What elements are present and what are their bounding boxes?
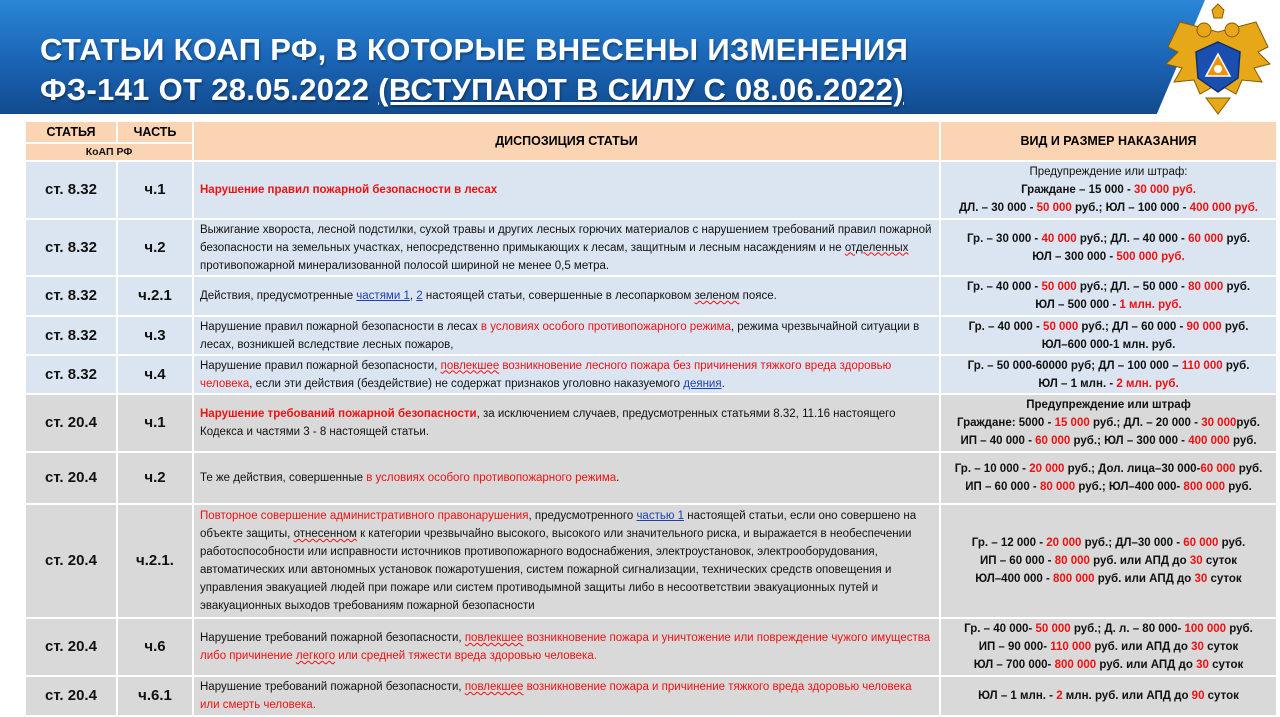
text-segment: отделенных — [844, 241, 909, 254]
penalty-amount-new: 50 000 — [1043, 320, 1079, 333]
article-reference-link[interactable]: деяния — [683, 377, 722, 390]
text-segment: настоящей статьи, если оно совершено на объекте защиты, — [200, 510, 917, 540]
penalty-line — [947, 570, 1270, 588]
text-segment: к категории чрезвычайно высокого, высокого или значительного риска, и выражается в необеспечении работоспособности или исправности источников противопожарного водоснабжения, электроустановок, электрооборудования, автоматических или автономных установок пожаротушения, систем пожарной сигнализации, технических средств оповещения и управления эвакуацией людей при пожаре или систем противодымной защиты либо в несоответствии эвакуационных путей и эвакуационных выходов требованиям пожарной безопасности — [200, 528, 912, 612]
penalty-text: руб.; ЮЛ–400 000- — [1075, 481, 1184, 493]
penalty-amount-new: 30 — [1189, 555, 1203, 567]
penalty-text: руб. — [1225, 481, 1252, 493]
penalty-amount-new: 90 — [1191, 690, 1205, 702]
penalty-amount-new: 50 000 — [1035, 623, 1071, 635]
penalty-cell — [941, 505, 1276, 617]
penalty-text: Гр. – 10 000 - — [954, 463, 1030, 475]
penalty-amount-new: 60 000 — [1200, 463, 1236, 475]
penalty-line — [947, 248, 1270, 266]
penalty-text: суток — [1203, 641, 1239, 653]
penalty-text: суток — [1208, 659, 1244, 671]
article-cell: ст. 8.32 — [26, 162, 116, 218]
penalty-line — [947, 460, 1270, 478]
part-cell: ч.1 — [118, 162, 192, 218]
part-cell: ч.6.1 — [118, 677, 192, 715]
text-segment: настоящей статьи, совершенные в лесопарковом — [422, 290, 695, 302]
text-segment: в условиях особого противопожарного режима — [366, 472, 617, 484]
penalty-cell — [941, 220, 1276, 275]
text-segment: возникновение пожара и причинение тяжкого вреда здоровью человека или смерть человека. — [200, 681, 912, 711]
penalty-amount-new: 80 000 — [1188, 281, 1224, 293]
table-row — [26, 619, 1276, 675]
table-row — [26, 277, 1276, 315]
penalty-text: Гр. – 50 000-60000 руб; ДЛ – 100 000 – — [967, 359, 1182, 372]
text-segment: возникновение пожара и уничтожение или повреждение чужого имущества либо причинение — [200, 632, 931, 662]
penalty-amount-new: 2 млн. руб. — [1116, 377, 1179, 390]
text-segment: повлекшее — [464, 681, 524, 693]
penalty-text: руб. — [1223, 232, 1251, 245]
penalty-text: ДЛ. – 30 000 - — [958, 202, 1037, 214]
disposition-cell — [194, 505, 939, 617]
part-cell: ч.1 — [118, 395, 192, 451]
penalty-text: Предупреждение или штраф — [1026, 399, 1191, 411]
penalty-amount-new: 15 000 — [1054, 417, 1090, 429]
penalty-text: Гр. – 40 000 - — [968, 320, 1044, 333]
text-segment: Нарушение требований пожарной безопасности — [200, 408, 477, 420]
penalty-text: руб. или АПД до — [1096, 659, 1197, 671]
text-segment: Те же действия, совершенные — [200, 472, 367, 484]
penalty-line — [947, 638, 1270, 656]
penalty-amount-new: 800 000 — [1054, 659, 1097, 671]
penalty-text: руб. или АПД до — [1089, 555, 1190, 567]
penalty-text: руб. — [1236, 417, 1260, 429]
title-line-1: СТАТЬИ КОАП РФ, В КОТОРЫЕ ВНЕСЕНЫ ИЗМЕНЕНИЯ — [40, 32, 909, 67]
part-cell: ч.4 — [118, 356, 192, 393]
penalty-amount-new: 400 000 — [1188, 435, 1230, 447]
penalty-line — [947, 357, 1270, 375]
penalty-cell — [941, 677, 1276, 715]
penalty-cell — [941, 395, 1276, 451]
penalty-amount-new: 800 000 — [1183, 481, 1225, 493]
penalty-text: руб. или АПД до — [1091, 641, 1192, 653]
penalty-amount-new: 110 000 — [1050, 641, 1092, 653]
mchs-emblem-icon — [1160, 2, 1276, 120]
article-cell: ст. 20.4 — [26, 619, 116, 675]
penalty-text: ИП – 60 000 - — [979, 555, 1055, 567]
article-cell: ст. 8.32 — [26, 317, 116, 354]
penalty-text: руб.; ДЛ. – 40 000 - — [1076, 232, 1189, 245]
title-line-2 — [40, 70, 908, 110]
table-body — [26, 162, 1276, 715]
text-segment: противопожарной минерализованной полосой шириной не менее 0,5 метра. — [200, 259, 610, 272]
penalty-amount-new: 40 000 — [1041, 232, 1077, 245]
article-cell: ст. 20.4 — [26, 453, 116, 503]
penalty-text: руб.; ДЛ. – 20 000 - — [1089, 417, 1202, 429]
text-segment: Нарушение требований пожарной безопасности, — [200, 632, 465, 644]
penalty-amount-new: 30 — [1191, 641, 1204, 653]
article-reference-link[interactable]: частью 1 — [636, 510, 685, 522]
penalty-line — [947, 396, 1270, 414]
text-segment: , если эти действия (бездействие) не содержат признаков уголовно наказуемого — [249, 377, 684, 390]
text-segment: Выжигание хвороста, лесной подстилки, сухой травы и других лесных горючих материалов с нарушением требований правил пожарной безопасности на земельных участках, непосредственно примыкающих к лесам, защитным и лесным насаждениям и не — [200, 223, 932, 254]
koap-table — [24, 120, 1278, 717]
penalty-line — [947, 163, 1270, 181]
text-segment: . — [721, 377, 725, 390]
article-cell: ст. 20.4 — [26, 505, 116, 617]
penalty-amount-new: 20 000 — [1046, 537, 1082, 549]
table-row — [26, 677, 1276, 715]
penalty-amount-new: 1 млн. руб. — [1119, 299, 1182, 311]
penalty-text: млн. руб. или АПД до — [1062, 690, 1192, 702]
article-cell: ст. 8.32 — [26, 220, 116, 275]
disposition-cell — [194, 619, 939, 675]
disposition-cell — [194, 277, 939, 315]
penalty-text: руб.; ДЛ. – 50 000 - — [1076, 281, 1189, 293]
text-segment: Нарушение требований пожарной безопасности, — [200, 681, 465, 693]
text-segment: зеленом — [694, 290, 740, 302]
penalty-line — [947, 687, 1270, 705]
penalty-text: ЮЛ – 1 млн. - — [1038, 377, 1117, 390]
page-title — [40, 30, 908, 110]
article-reference-link[interactable]: частями 1 — [356, 290, 410, 302]
text-segment: поясе. — [739, 290, 777, 302]
article-cell: ст. 20.4 — [26, 677, 116, 715]
penalty-line — [947, 414, 1270, 432]
penalty-text: Гр. – 40 000 - — [966, 281, 1042, 293]
penalty-cell — [941, 356, 1276, 393]
penalty-text: руб. — [1235, 463, 1263, 475]
article-cell: ст. 20.4 — [26, 395, 116, 451]
part-cell: ч.2 — [118, 453, 192, 503]
penalty-line — [947, 534, 1270, 552]
penalty-cell — [941, 317, 1276, 354]
penalty-amount-new: 30 — [1196, 659, 1209, 671]
penalty-text: руб.; Д. л. – 80 000- — [1070, 623, 1185, 635]
penalty-amount-new: 500 000 руб. — [1116, 250, 1185, 263]
penalty-line — [947, 336, 1270, 354]
penalty-text: суток — [1207, 573, 1242, 585]
penalty-line — [947, 278, 1270, 296]
article-cell: ст. 8.32 — [26, 356, 116, 393]
penalty-text: руб. — [1222, 359, 1250, 372]
penalty-amount-new: 30 000 — [1201, 417, 1237, 429]
text-segment: , предусмотренного — [528, 510, 637, 522]
penalty-cell — [941, 453, 1276, 503]
penalty-line — [947, 296, 1270, 314]
penalty-text: руб. — [1226, 623, 1253, 635]
penalty-line — [947, 432, 1270, 450]
penalty-text: Гр. – 40 000- — [964, 623, 1036, 635]
text-segment: в условиях особого противопожарного режима — [480, 320, 731, 333]
title-law-ref: ФЗ-141 ОТ 28.05.2022 — [40, 72, 379, 107]
disposition-cell — [194, 677, 939, 715]
text-segment: или средней тяжести вреда здоровью человека. — [335, 650, 597, 662]
penalty-amount-new: 30 000 руб. — [1133, 184, 1196, 196]
text-segment: , — [409, 290, 417, 302]
col-koap-subheader: КоАП РФ — [26, 144, 192, 160]
penalty-line — [947, 230, 1270, 248]
penalty-text: руб.; ЮЛ – 300 000 - — [1070, 435, 1189, 447]
penalty-line — [947, 199, 1270, 217]
penalty-text: Граждане: 5000 - — [957, 417, 1055, 429]
penalty-text: ЮЛ–600 000-1 млн. руб. — [1041, 338, 1176, 351]
penalty-text: ИП – 60 000 - — [965, 481, 1040, 493]
text-segment: , за исключением случаев, предусмотренных статьями 8.32, 11.16 настоящего Кодекса и частями 3 - 8 настоящей статьи. — [200, 408, 896, 438]
penalty-cell — [941, 619, 1276, 675]
text-segment: . — [616, 472, 620, 484]
text-segment: Действия, предусмотренные — [200, 290, 357, 302]
article-cell: ст. 8.32 — [26, 277, 116, 315]
table-row — [26, 505, 1276, 617]
table-row — [26, 356, 1276, 393]
part-cell: ч.2.1. — [118, 505, 192, 617]
penalty-amount-new: 60 000 — [1183, 537, 1219, 549]
part-cell: ч.2 — [118, 220, 192, 275]
penalty-amount-new: 100 000 — [1184, 623, 1227, 635]
disposition-cell — [194, 220, 939, 275]
penalty-text: ИП – 90 000- — [978, 641, 1051, 653]
penalty-amount-new: 400 000 руб. — [1189, 202, 1259, 214]
text-segment: отнесенном — [293, 528, 357, 540]
penalty-text: ЮЛ – 700 000- — [973, 659, 1055, 671]
penalty-line — [947, 318, 1270, 336]
col-penalty-header: ВИД И РАЗМЕР НАКАЗАНИЯ — [941, 122, 1276, 160]
penalty-amount-new: 80 000 — [1054, 555, 1090, 567]
penalty-text: Предупреждение или штраф: — [1029, 166, 1188, 178]
penalty-text: руб.; ДЛ – 60 000 - — [1078, 320, 1187, 333]
disposition-cell — [194, 356, 939, 393]
penalty-text: ИП – 40 000 - — [960, 435, 1036, 447]
penalty-amount-new: 90 000 — [1186, 320, 1222, 333]
penalty-text: суток — [1204, 690, 1239, 702]
penalty-text: ЮЛ – 300 000 - — [1032, 250, 1117, 263]
text-segment: , режима чрезвычайной ситуации в лесах, возникшей вследствие лесных пожаров, — [200, 320, 920, 351]
text-segment: Повторное совершение административного правонарушения — [200, 510, 529, 522]
article-reference-link[interactable]: 2 — [416, 290, 423, 302]
penalty-text: ЮЛ–400 000 - — [975, 573, 1053, 585]
col-article-header: СТАТЬЯ — [26, 122, 116, 142]
penalty-text: ЮЛ – 500 000 - — [1035, 299, 1120, 311]
penalty-text: Гр. – 12 000 - — [971, 537, 1047, 549]
disposition-cell — [194, 453, 939, 503]
table-row — [26, 317, 1276, 354]
text-segment: Нарушение правил пожарной безопасности в лесах — [200, 184, 498, 196]
penalty-text: руб.; Дол. лица–30 000- — [1064, 463, 1201, 475]
penalty-text: руб. — [1229, 435, 1257, 447]
penalty-cell — [941, 162, 1276, 218]
penalty-text: руб. — [1221, 320, 1249, 333]
table-row — [26, 162, 1276, 218]
penalty-amount-new: 60 000 — [1188, 232, 1224, 245]
penalty-text: руб. — [1223, 281, 1251, 293]
col-disposition-header: ДИСПОЗИЦИЯ СТАТЬИ — [194, 122, 939, 160]
penalty-amount-new: 800 000 — [1052, 573, 1095, 585]
penalty-amount-new: 20 000 — [1029, 463, 1065, 475]
penalty-amount-new: 60 000 — [1035, 435, 1071, 447]
penalty-text: Гр. – 30 000 - — [966, 232, 1042, 245]
penalty-line — [947, 620, 1270, 638]
title-effective-date: (ВСТУПАЮТ В СИЛУ С 08.06.2022) — [378, 72, 904, 107]
penalty-cell — [941, 277, 1276, 315]
part-cell: ч.6 — [118, 619, 192, 675]
penalty-amount-new: 50 000 — [1041, 281, 1077, 293]
penalty-text: руб. — [1218, 537, 1246, 549]
penalty-line — [947, 656, 1270, 674]
disposition-cell — [194, 317, 939, 354]
col-part-header: ЧАСТЬ — [118, 122, 192, 142]
penalty-amount-new: 110 000 — [1181, 359, 1223, 372]
part-cell: ч.2.1 — [118, 277, 192, 315]
text-segment: повлекшее — [440, 359, 500, 372]
penalty-amount-new: 30 — [1194, 573, 1208, 585]
disposition-cell — [194, 395, 939, 451]
penalty-text: Граждане – 15 000 - — [1021, 184, 1134, 196]
penalty-amount-new: 50 000 — [1036, 202, 1072, 214]
penalty-text: суток — [1202, 555, 1238, 567]
table-row — [26, 453, 1276, 503]
text-segment: Нарушение правил пожарной безопасности, — [200, 359, 441, 372]
penalty-line — [947, 375, 1270, 393]
text-segment: возникновение лесного пожара без причинения тяжкого вреда здоровью человека — [200, 359, 892, 390]
penalty-text: руб. или АПД до — [1094, 573, 1195, 585]
penalty-text: руб.; ДЛ–30 000 - — [1081, 537, 1184, 549]
disposition-cell — [194, 162, 939, 218]
part-cell: ч.3 — [118, 317, 192, 354]
penalty-amount-new: 80 000 — [1039, 481, 1076, 493]
penalty-line — [947, 552, 1270, 570]
penalty-line — [947, 478, 1270, 496]
penalty-text: руб.; ЮЛ – 100 000 - — [1071, 202, 1190, 214]
text-segment: Нарушение правил пожарной безопасности в лесах — [200, 320, 481, 333]
penalty-amount-new: 2 — [1056, 690, 1063, 702]
penalty-text: ЮЛ – 1 млн. - — [978, 690, 1057, 702]
text-segment: легкого — [295, 650, 336, 662]
penalty-line — [947, 181, 1270, 199]
table-row — [26, 395, 1276, 451]
table-row — [26, 220, 1276, 275]
text-segment: повлекшее — [464, 632, 524, 644]
